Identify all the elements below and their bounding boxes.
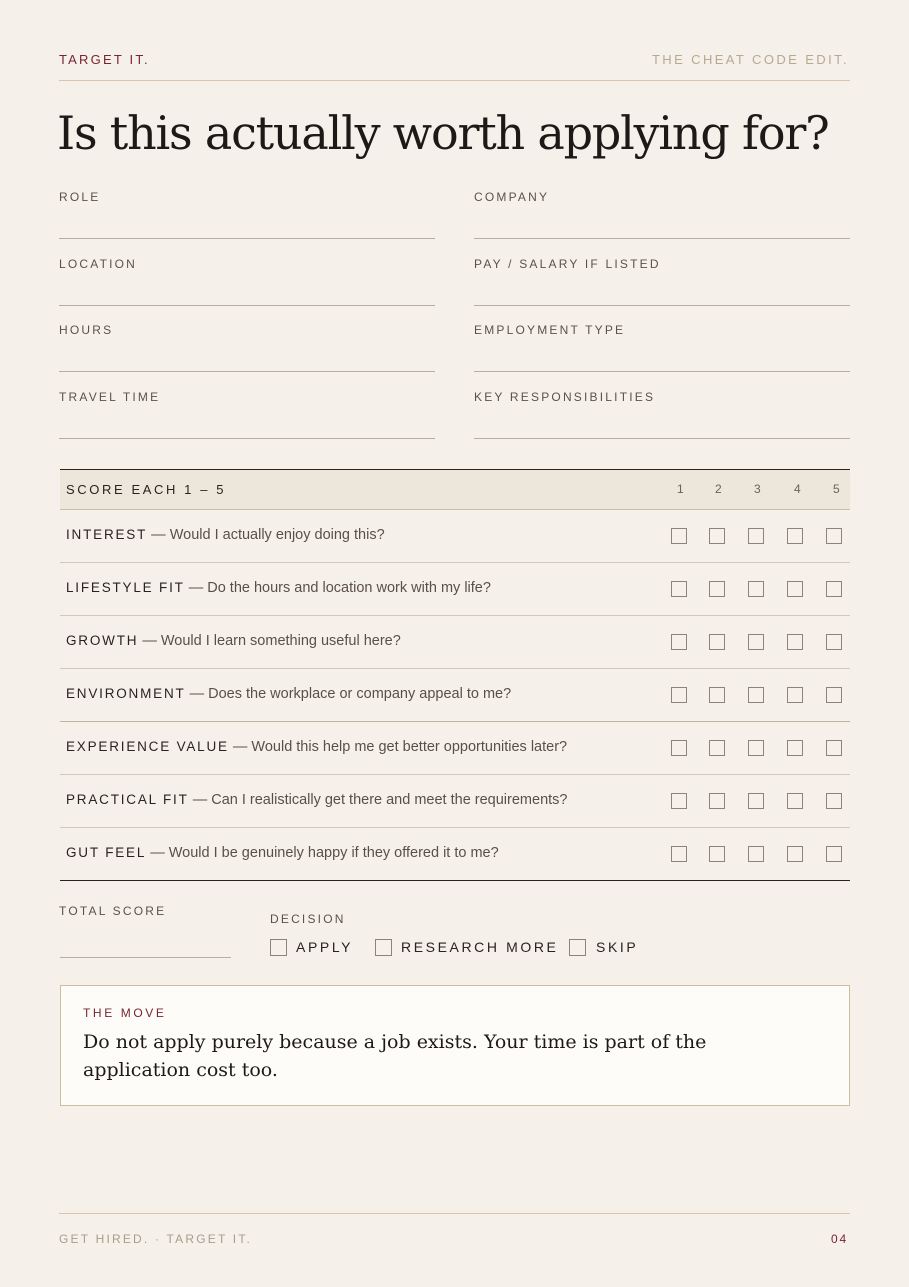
criterion-key: INTEREST xyxy=(66,527,148,542)
score-checkbox-3[interactable] xyxy=(748,581,764,597)
score-checkbox-4[interactable] xyxy=(787,528,803,544)
the-move-label: THE MOVE xyxy=(83,1006,167,1020)
the-move-callout xyxy=(60,985,850,1106)
decision-skip-checkbox[interactable] xyxy=(569,939,586,956)
criterion-question: — Do the hours and location work with my life? xyxy=(184,580,491,596)
score-checkbox-5[interactable] xyxy=(826,634,842,650)
page-title: Is this actually worth applying for? xyxy=(57,106,829,160)
criterion-text xyxy=(66,633,401,649)
decision-apply-checkbox[interactable] xyxy=(270,939,287,956)
decision-skip-label: SKIP xyxy=(596,939,639,955)
score-row-environment xyxy=(60,669,850,722)
field-label-key-responsibilities: KEY RESPONSIBILITIES xyxy=(474,390,656,404)
footer-tagline: GET HIRED. · TARGET IT. xyxy=(59,1232,253,1246)
score-checkbox-3[interactable] xyxy=(748,528,764,544)
criterion-question: — Would I learn something useful here? xyxy=(138,633,401,649)
top-divider xyxy=(59,80,850,81)
criterion-question: — Does the workplace or company appeal to me? xyxy=(185,686,512,702)
score-checkbox-4[interactable] xyxy=(787,687,803,703)
score-table-header xyxy=(60,469,850,510)
score-checkbox-1[interactable] xyxy=(671,634,687,650)
score-checkbox-3[interactable] xyxy=(748,846,764,862)
criterion-text xyxy=(66,527,385,543)
header-edition: THE CHEAT CODE EDIT. xyxy=(651,52,849,67)
field-label-employment-type: EMPLOYMENT TYPE xyxy=(474,323,626,337)
score-checkbox-3[interactable] xyxy=(748,740,764,756)
total-score-field[interactable] xyxy=(60,957,231,958)
score-checkbox-2[interactable] xyxy=(709,846,725,862)
score-checkbox-4[interactable] xyxy=(787,740,803,756)
criterion-text xyxy=(66,845,499,861)
score-checkbox-1[interactable] xyxy=(671,581,687,597)
criterion-key: EXPERIENCE VALUE xyxy=(66,739,229,754)
field-line-pay[interactable] xyxy=(474,305,850,306)
criterion-question: — Would I actually enjoy doing this? xyxy=(147,527,385,543)
score-checkbox-3[interactable] xyxy=(748,634,764,650)
field-line-hours[interactable] xyxy=(59,371,435,372)
score-header-label: SCORE EACH 1 – 5 xyxy=(66,482,227,497)
score-checkbox-3[interactable] xyxy=(748,687,764,703)
field-label-pay: PAY / SALARY IF LISTED xyxy=(474,257,661,271)
score-checkbox-1[interactable] xyxy=(671,793,687,809)
score-checkbox-4[interactable] xyxy=(787,793,803,809)
score-checkbox-5[interactable] xyxy=(826,687,842,703)
field-line-company[interactable] xyxy=(474,238,850,239)
score-checkbox-5[interactable] xyxy=(826,740,842,756)
score-row-growth xyxy=(60,616,850,669)
score-checkbox-5[interactable] xyxy=(826,528,842,544)
score-checkbox-2[interactable] xyxy=(709,634,725,650)
scale-label-4: 4 xyxy=(794,482,801,496)
criterion-key: LIFESTYLE FIT xyxy=(66,580,185,595)
score-checkbox-1[interactable] xyxy=(671,528,687,544)
score-row-interest xyxy=(60,510,850,563)
score-checkbox-4[interactable] xyxy=(787,581,803,597)
decision-research-more-label: RESEARCH MORE xyxy=(401,939,559,955)
criterion-text xyxy=(66,739,567,755)
criterion-key: PRACTICAL FIT xyxy=(66,792,189,807)
field-label-hours: HOURS xyxy=(59,323,114,337)
criterion-text xyxy=(66,686,511,702)
score-checkbox-1[interactable] xyxy=(671,740,687,756)
field-label-role: ROLE xyxy=(59,190,101,204)
criterion-key: GUT FEEL xyxy=(66,845,147,860)
field-line-travel-time[interactable] xyxy=(59,438,435,439)
the-move-text: Do not apply purely because a job exists. Your time is part of the application cost too. xyxy=(83,1031,707,1081)
field-label-travel-time: TRAVEL TIME xyxy=(59,390,161,404)
field-line-employment-type[interactable] xyxy=(474,371,850,372)
field-label-location: LOCATION xyxy=(59,257,138,271)
score-checkbox-5[interactable] xyxy=(826,846,842,862)
score-checkbox-4[interactable] xyxy=(787,634,803,650)
scale-label-1: 1 xyxy=(677,482,684,496)
score-table xyxy=(60,469,850,881)
score-checkbox-2[interactable] xyxy=(709,581,725,597)
score-checkbox-2[interactable] xyxy=(709,740,725,756)
total-score-label: TOTAL SCORE xyxy=(59,904,167,918)
criterion-key: ENVIRONMENT xyxy=(66,686,186,701)
score-checkbox-5[interactable] xyxy=(826,581,842,597)
criterion-question: — Would I be genuinely happy if they offered it to me? xyxy=(146,845,499,861)
score-checkbox-1[interactable] xyxy=(671,846,687,862)
header-brand: TARGET IT. xyxy=(59,52,150,67)
score-checkbox-2[interactable] xyxy=(709,528,725,544)
score-checkbox-2[interactable] xyxy=(709,687,725,703)
scale-label-5: 5 xyxy=(833,482,840,496)
score-checkbox-5[interactable] xyxy=(826,793,842,809)
field-line-role[interactable] xyxy=(59,238,435,239)
field-line-location[interactable] xyxy=(59,305,435,306)
field-line-key-responsibilities[interactable] xyxy=(474,438,850,439)
score-row-experience-value xyxy=(60,722,850,775)
score-checkbox-4[interactable] xyxy=(787,846,803,862)
decision-research-more-checkbox[interactable] xyxy=(375,939,392,956)
score-row-practical-fit xyxy=(60,775,850,828)
scale-label-3: 3 xyxy=(754,482,761,496)
score-row-gut-feel xyxy=(60,828,850,881)
criterion-question: — Would this help me get better opportunities later? xyxy=(228,739,568,755)
score-checkbox-2[interactable] xyxy=(709,793,725,809)
scale-label-2: 2 xyxy=(715,482,722,496)
criterion-text xyxy=(66,580,491,596)
criterion-question: — Can I realistically get there and meet the requirements? xyxy=(188,792,568,808)
score-checkbox-3[interactable] xyxy=(748,793,764,809)
bottom-divider xyxy=(59,1213,850,1214)
decision-apply-label: APPLY xyxy=(296,939,354,955)
criterion-key: GROWTH xyxy=(66,633,139,648)
score-row-lifestyle-fit xyxy=(60,563,850,616)
field-label-company: COMPANY xyxy=(474,190,550,204)
criterion-text xyxy=(66,792,567,808)
score-checkbox-1[interactable] xyxy=(671,687,687,703)
decision-label: DECISION xyxy=(270,912,346,926)
page-number: 04 xyxy=(831,1232,848,1246)
